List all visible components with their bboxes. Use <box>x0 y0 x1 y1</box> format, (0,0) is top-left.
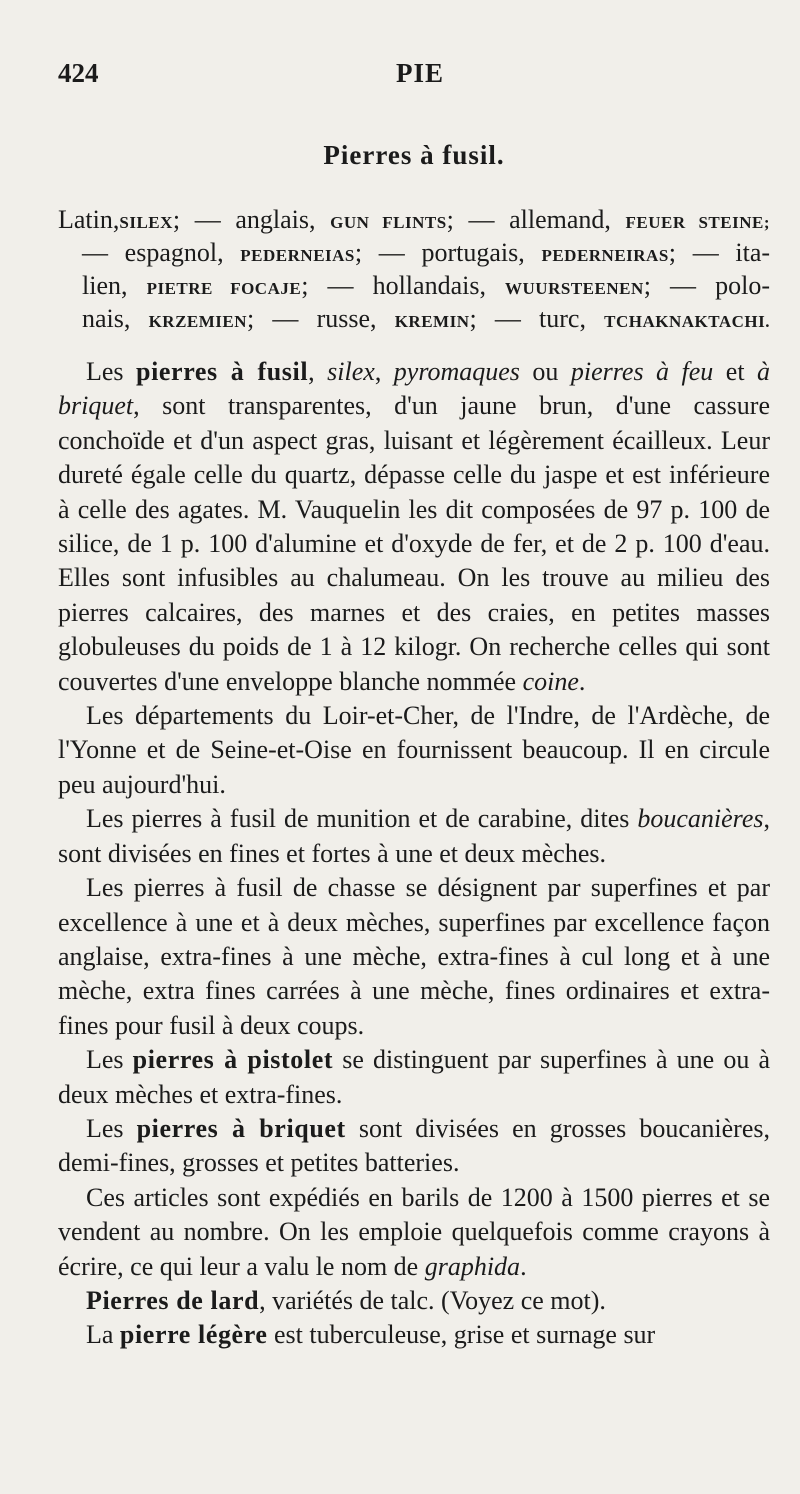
text-run: , variétés de talc. (Voyez ce mot). <box>259 1285 606 1315</box>
paragraph-articles <box>58 1181 770 1284</box>
term-bold: pierres à briquet <box>136 1113 346 1143</box>
running-head: PIE <box>396 58 445 88</box>
paragraph-chasse: Les pierres à fusil de chasse se désignent par superfines et par excellence à une et à deux mèches, superfines par excellence façon anglaise, extra-fines à une mèche, extra-fines à cul long et à une mèche, extra fines carrées à une mèche, fines ordinaires et extra-fines pour fusil à deux coups. <box>58 873 770 1040</box>
language-label: nais, <box>82 304 131 333</box>
translation-line <box>58 205 770 238</box>
language-label: lien, <box>82 271 128 300</box>
term-bold: pierres à pistolet <box>132 1045 334 1075</box>
term-italic: pierres à feu <box>570 357 714 386</box>
translation-term: SILEX <box>119 213 173 232</box>
section-title: Pierres à fusil. <box>323 140 505 170</box>
term-italic: pyromaques <box>393 357 520 386</box>
language-label: ; — polo- <box>643 271 770 300</box>
language-label: ; — ita- <box>668 238 771 267</box>
language-label: ; — anglais, <box>172 205 316 234</box>
text-run: . <box>520 1251 527 1281</box>
paragraph-description <box>58 355 770 699</box>
text-run: , sont divisées en fines et fortes à une et deux mèches. <box>58 804 770 868</box>
page-number: 424 <box>58 58 99 88</box>
translation-term: KREMIN <box>394 312 470 331</box>
text-run: se distinguent par superfines à une ou à deux mèches et extra-fines. <box>58 1045 770 1109</box>
paragraph-pistolet <box>58 1043 770 1112</box>
translation-line <box>58 271 770 304</box>
text-run: Ces articles sont expédiés en barils de 1200 à 1500 pierres et se vendent au nombre. On les emploie quelquefois comme crayons à écrire, ce qui leur a valu le nom de <box>58 1182 770 1281</box>
language-label: ; — allemand, <box>446 205 611 234</box>
term-bold: pierres à fusil <box>136 357 309 386</box>
paragraph-briquet <box>58 1112 770 1181</box>
term-bold: Pierres de lard <box>86 1285 260 1315</box>
term-italic: silex <box>327 357 375 386</box>
term-italic: à briquet <box>58 357 771 421</box>
term-italic: coine <box>522 666 579 696</box>
text-run: ou <box>519 357 571 386</box>
text-run: Les <box>86 357 137 386</box>
text-run: et <box>713 357 758 386</box>
language-label: ; — russe, <box>247 304 377 333</box>
language-label: ; — portugais, <box>354 238 525 267</box>
language-label: ; — turc, <box>469 304 586 333</box>
text-run: La <box>86 1320 120 1350</box>
translation-term: TCHAKNAKTACHI. <box>604 312 770 331</box>
translation-term: FEUER STEINE; <box>625 213 770 232</box>
term-bold: pierre légère <box>119 1320 268 1350</box>
text-run: , <box>374 357 394 386</box>
language-label: Latin, <box>58 205 120 234</box>
text-run: Les <box>86 1113 137 1143</box>
text-run: Les pierres à fusil de munition et de carabine, dites <box>86 804 638 834</box>
translation-line <box>58 304 770 337</box>
text-run: sont divisées en grosses boucanières, demi-fines, grosses et petites batteries. <box>58 1113 770 1178</box>
language-label: ; — hollandais, <box>301 271 486 300</box>
translation-term: WUURSTEENEN <box>505 279 644 298</box>
translation-term: PEDERNEIAS <box>240 246 355 265</box>
paragraph-legere <box>58 1318 770 1352</box>
translation-term: GUN FLINTS <box>330 213 447 232</box>
term-italic: graphida <box>424 1251 521 1281</box>
page-header <box>58 52 770 92</box>
text-run: , sont transparentes, d'un jaune brun, d'une cassure conchoïde et d'un aspect gras, luisant et légèrement écailleux. Leur dureté égale celle du quartz, dépasse celle du jaspe et est inférieure à celle des agates. M. Vauquelin les dit composées de 97 p. 100 de silice, de 1 p. 100 d'alumine et d'oxyde de fer, et de 2 p. 100 d'eau. Elles sont infusibles au chalumeau. On les trouve au milieu des pierres calcaires, des marnes et des craies, en petites masses globuleuses du poids de 1 à 12 kilogr. On recherche celles qui sont couvertes d'une enveloppe blanche nommée <box>58 391 770 696</box>
paragraph-departments: Les départements du Loir-et-Cher, de l'Indre, de l'Ardèche, de l'Yonne et de Seine-et-Oise en fournissent beaucoup. Il en circule peu aujourd'hui. <box>58 701 770 799</box>
text-run: , <box>308 357 328 386</box>
term-italic: boucanières <box>637 804 764 834</box>
paragraph-lard <box>58 1284 770 1318</box>
text-run: est tuberculeuse, grise et surnage sur <box>267 1320 656 1350</box>
translation-term: KRZEMIEN <box>148 312 248 331</box>
translation-term: PIETRE FOCAJE <box>146 279 302 298</box>
translations-block <box>58 205 770 337</box>
paragraph-munition <box>58 802 770 871</box>
text-run: . <box>578 666 586 696</box>
translation-line <box>58 238 770 271</box>
language-label: — espagnol, <box>82 238 224 267</box>
text-run: Les <box>86 1045 133 1075</box>
translation-term: PEDERNEIRAS <box>541 246 669 265</box>
